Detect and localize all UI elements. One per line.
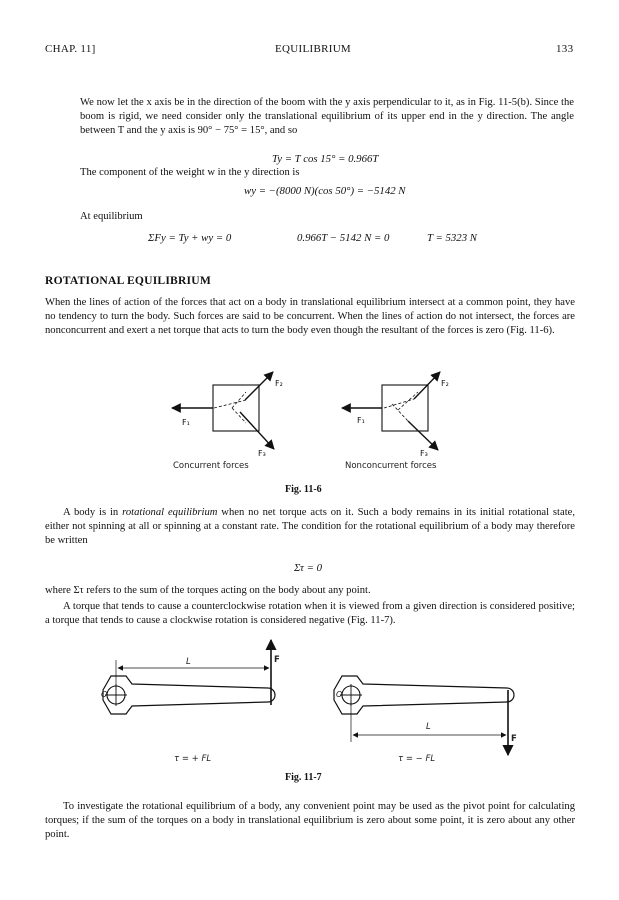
left-pivot-label: O — [101, 690, 108, 699]
concurrent-f2-label: F₂ — [275, 379, 283, 388]
wrench-left — [103, 640, 275, 714]
wrench-right — [334, 676, 514, 755]
left-length-label: L — [186, 657, 191, 667]
running-title: EQUILIBRIUM — [275, 43, 352, 55]
paragraph-concurrent-forces: When the lines of action of the forces that act on a body in translational equilibrium intersect at a common point, they have no tendency to turn the body. Such forces are said to be concurrent. When the lines of action do not intersect, the forces are nonconcurrent and exert a net torque that acts to turn the body even though the resultant of the forces is zero (Fig. 11-6). — [45, 297, 575, 337]
equation-sum-fy: ΣFy = Ty + wy = 0 — [148, 232, 232, 244]
paragraph-at-equilibrium: At equilibrium — [80, 211, 143, 222]
paragraph-boom-axes: We now let the x axis be in the direction of the boom with the y axis perpendicular to it, as in Fig. 11-5(b). Since the boom is rigid, we need consider only the translational equilibrium of its upper end in the y direction. The angle between T and the y axis is 90° − 75° = 15°, and so — [80, 97, 574, 137]
equation-ty: Ty = T cos 15° = 0.966T — [272, 153, 379, 165]
page-number: 133 — [556, 43, 574, 55]
equation-solve: 0.966T − 5142 N = 0 — [297, 232, 390, 244]
equation-wy: wy = −(8000 N)(cos 50°) = −5142 N — [244, 185, 406, 197]
right-force-label: F — [511, 734, 517, 744]
concurrent-f3-label: F₃ — [258, 449, 266, 458]
concurrent-caption: Concurrent forces — [173, 461, 249, 471]
right-pivot-label: O — [336, 690, 343, 699]
figure-11-7-caption: Fig. 11-7 — [285, 772, 322, 783]
nonconcurrent-caption: Nonconcurrent forces — [345, 461, 437, 471]
nonconcurrent-f1-label: F₁ — [357, 416, 365, 425]
paragraph-weight-component: The component of the weight w in the y direction is — [80, 167, 300, 178]
paragraph-sum-torques: where Στ refers to the sum of the torques acting on the body about any point. — [45, 585, 371, 596]
figure-11-6-caption: Fig. 11-6 — [285, 484, 322, 495]
concurrent-body — [172, 372, 274, 449]
nonconcurrent-body — [342, 372, 440, 450]
right-length-label: L — [426, 722, 431, 732]
nonconcurrent-f3-label: F₃ — [420, 449, 428, 458]
equation-tension-result: T = 5323 N — [427, 232, 477, 244]
section-heading: ROTATIONAL EQUILIBRIUM — [45, 274, 211, 287]
nonconcurrent-f2-label: F₂ — [441, 379, 449, 388]
paragraph-rotational-equilibrium: A body is in rotational equilibrium when no net torque acts on it. Such a body remains in its initial rotational state, either not spinning at all or spinning at a constant rate. The condition for the rotational equilibrium of a body may therefore be written — [45, 507, 575, 547]
chapter-label: CHAP. 11] — [45, 43, 96, 55]
paragraph-sign-convention: A torque that tends to cause a counterclockwise rotation when it is viewed from a given direction is considered positive; a torque that tends to cause a clockwise rotation is considered negative (Fig. 11-7). — [45, 601, 575, 627]
left-force-label: F — [274, 655, 280, 665]
paragraph-pivot-point: To investigate the rotational equilibrium of a body, any convenient point may be used as the pivot point for calculating torques; if the sum of the torques on a body in translational equilibrium is zero about some point, it is zero about any other point. — [45, 801, 575, 841]
concurrent-f1-label: F₁ — [182, 418, 190, 427]
equation-sum-torque: Στ = 0 — [294, 562, 322, 574]
negative-torque-label: τ = − FL — [398, 754, 436, 764]
positive-torque-label: τ = + FL — [174, 754, 212, 764]
